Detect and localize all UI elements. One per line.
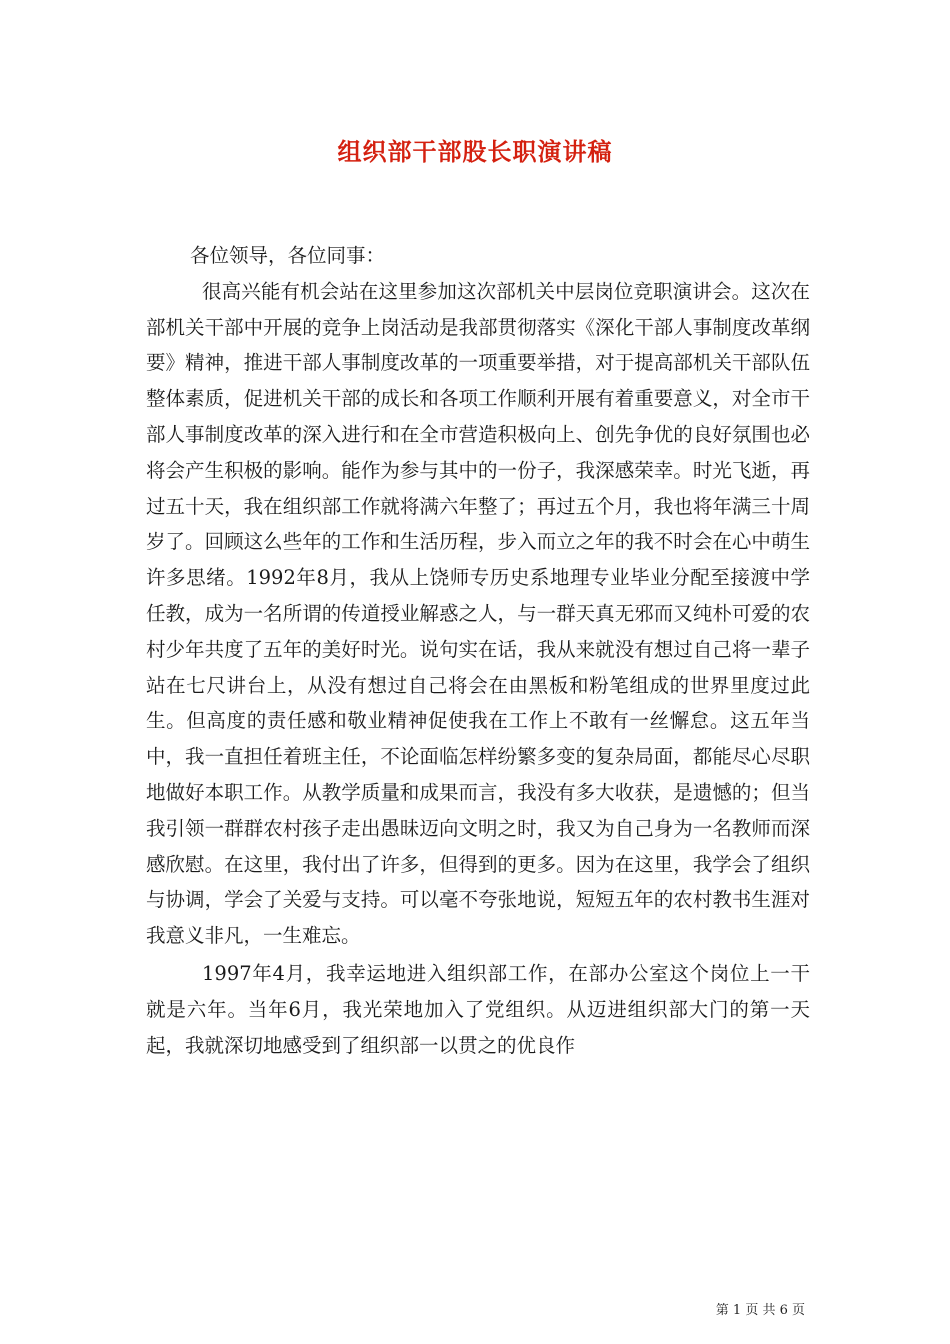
document-body: [146, 238, 810, 1063]
salutation: 各位领导，各位同事：: [190, 244, 386, 267]
paragraph-1: 很高兴能有机会站在这里参加这次部机关中层岗位竞职演讲会。这次在部机关干部中开展的竞争上岗活动是我部贯彻落实《深化干部人事制度改革纲要》精神，推进干部人事制度改革的一项重要举措，对于提高部机关干部队伍整体素质，促进机关干部的成长和各项工作顺利开展有着重要意义，对全市干部人事制度改革的深入进行和在全市营造积极向上、创先争优的良好氛围也必将会产生积极的影响。能作为参与其中的一份子，我深感荣幸。时光飞逝，再过五十天，我在组织部工作就将满六年整了；再过五个月，我也将年满三十周岁了。回顾这么些年的工作和生活历程，步入而立之年的我不时会在心中萌生许多思绪。1992年8月，我从上饶师专历史系地理专业毕业分配至接渡中学任教，成为一名所谓的传道授业解惑之人，与一群天真无邪而又纯朴可爱的农村少年共度了五年的美好时光。说句实在话，我从来就没有想过自己将一辈子站在七尺讲台上，从没有想过自己将会在由黑板和粉笔组成的世界里度过此生。但高度的责任感和敬业精神促使我在工作上不敢有一丝懈怠。这五年当中，我一直担任着班主任，不论面临怎样纷繁多变的复杂局面，都能尽心尽职地做好本职工作。从教学质量和成果而言，我没有多大收获，是遗憾的；但当我引领一群群农村孩子走出愚昧迈向文明之时，我又为自己身为一名教师而深感欣慰。在这里，我付出了许多，但得到的更多。因为在这里，我学会了组织与协调，学会了关爱与支持。可以毫不夸张地说，短短五年的农村教书生涯对我意义非凡，一生难忘。: [146, 279, 810, 948]
page-number-footer: 第 1 页 共 6 页: [715, 1303, 805, 1318]
paragraph-2: 1997年4月，我幸运地进入组织部工作，在部办公室这个岗位上一干就是六年。当年6月，我光荣地加入了党组织。从迈进组织部大门的第一天起，我就深切地感受到了组织部一以贯之的优良作: [146, 961, 810, 1057]
document-title: 组织部干部股长职演讲稿: [337, 137, 613, 166]
